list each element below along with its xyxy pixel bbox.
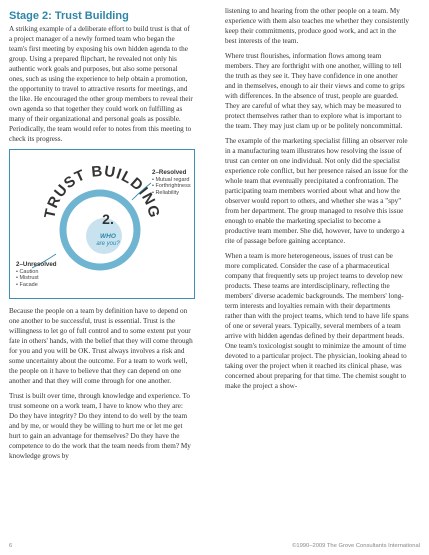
unresolved-item: • Mistrust: [16, 275, 39, 281]
unresolved-item: • Facade: [16, 281, 38, 288]
paragraph: The example of the marketing specialist filling an observer role in a manufacturing team illustrates how resolving the issue of trust can center on one individual. Not only did the specialist experience role conflict, but her presence raised an issue for the whole team that eventually precipitated a confrontation. The participating team members worried about what and how the observer would report to others, and whether she was a "spy" from her department. The group managed to resolve this issue enough to enable the marketing specialist to become a productive team member. She did, however, have to undergo a rite of passage before gaining acceptance.: [225, 137, 408, 245]
paragraph: listening to and hearing from the other people on a team. My experience with them also teaches me whether they consistently keep their commitments, produce good work, and act in the best interests of the team.: [225, 7, 410, 45]
resolved-heading: 2–Resolved: [152, 169, 187, 176]
right-column: [225, 6, 409, 396]
section-heading: Stage 2: Trust Building: [9, 10, 129, 22]
paragraph: Because the people on a team by definition have to depend on one another to be successful, trust is essential. Trust is the willingness to let go of full control and to some extent put your fate in others' hands, with the belief that they will come through for you and you will be OK. Trust always involves a risk and some uncertainty about the outcome. For a team to work well, the people on it have to believe that they can depend on one another and that they will come through for one another.: [9, 307, 193, 385]
stage-question: WHO: [100, 233, 116, 240]
stage-number: 2.: [102, 211, 114, 227]
left-column: [9, 6, 193, 466]
unresolved-heading: 2–Unresolved: [16, 261, 57, 268]
copyright-notice: ©1990–2009 The Grove Consultants International: [292, 543, 420, 549]
resolved-item: • Mutual regard: [152, 176, 190, 183]
resolved-item: • Forthrightness: [152, 183, 191, 189]
paragraph: A striking example of a deliberate effort to build trust is that of a project manager of a newly formed team who began the team's first meeting by exposing his own hidden agenda to the group. Using a prepared flipchart, he revealed not only his authentic work goals and purposes, but also some personal ones, such as using the experience to help obtain a promotion, the opportunity to travel to attractive resorts for meetings, and the like. He encouraged the other group members to reveal their own agenda so that together they could work on fulfilling as many of their organizational and personal goals as possible. Periodically, the team would refer to notes from this meeting to check its progress.: [9, 25, 193, 143]
unresolved-block: [16, 262, 57, 288]
resolved-block: [152, 170, 191, 196]
paragraph: Trust is built over time, through knowledge and experience. To trust someone on a work team, I have to know who they are: Do they have integrity? Do they intend to do well by the team and by me, or would they be willing to hurt me or let me get hurt to gain an advantage for themselves? Do they have the competence to do the work that the team needs from them? My knowledge grows by: [9, 392, 191, 460]
paragraph: Where trust flourishes, information flows among team members. They are forthright with one another, willing to tell the truth as they see it. They have confidence in one another and in themselves, enough to air their views and come to grips with differences. In the absence of trust, people are guarded. They are careful of what they say, which may be measured to protect themselves rather than to explore what is important to the team. They may just clam up or be politely noncommittal.: [225, 52, 405, 130]
page-number: 6: [9, 543, 13, 549]
trust-building-figure: [9, 149, 195, 299]
figure-title: TRUST BUILDING: [41, 162, 163, 220]
paragraph: When a team is more heterogeneous, issues of trust can be more complicated. Consider the case of a pharmaceutical company that frequently sets up project teams to develop new products. These teams are interdisciplinary, reflecting the members' diverse academic backgrounds. The members' long-term interests and loyalties remain with their departments rather than with the project teams, which tend to have life spans of one or several years. Typically, several members of a team arrive with hidden agendas defined by their department heads. One team's toxicologist sought to minimize the amount of time devoted to a particular project. The physician, looking ahead to taking over the project when it reached its clinical phase, was concerned about preparing for that time. The chemist sought to make the project a show-: [225, 252, 409, 390]
resolved-item: • Reliability: [152, 189, 179, 196]
unresolved-item: • Caution: [16, 268, 39, 275]
stage-question-line2: are you?: [96, 241, 120, 247]
